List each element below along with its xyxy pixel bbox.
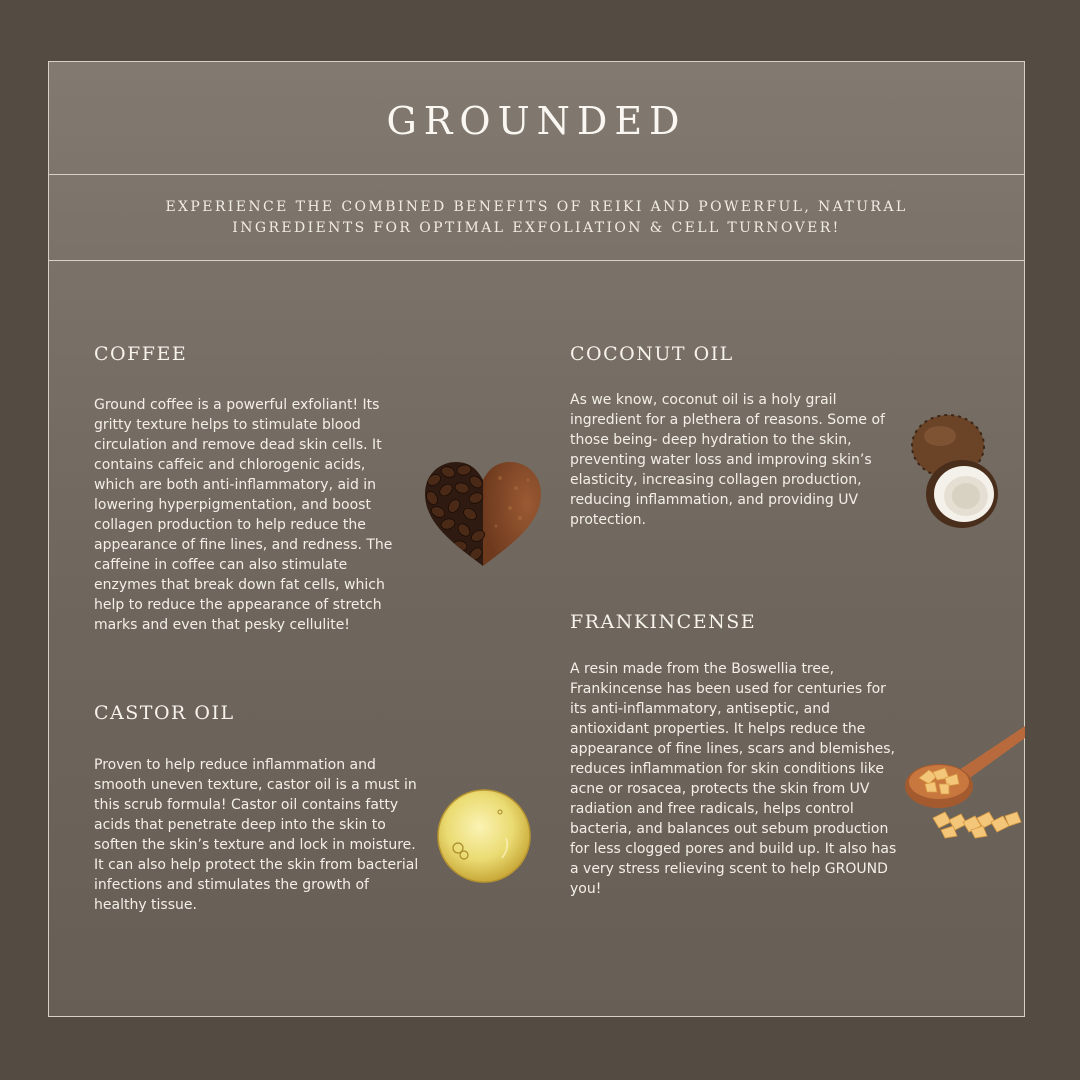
frankincense-body: A resin made from the Boswellia tree, Frankincense has been used for centuries for its anti-inflammatory, antiseptic, and antioxidant properties. It helps reduce the appearance of fine lines, scars and blemishes, reduces inflammation for skin conditions like acne or rosacea, protects the skin from UV radiation and free radicals, helps control bacteria, and balances out sebum production for less clogged pores and build up. It also has a very stress relieving scent to help GROUND you! [570,661,897,897]
subtitle-band [49,176,1024,261]
title-band [49,62,1024,175]
frankincense-section [570,611,900,899]
coconut-body: As we know, coconut oil is a holy grail ingredient for a plethera of reasons. Some of those being- deep hydration to the skin, preventing water loss and improving skin’s elasticity, increasing collagen production, reducing inflammation, and providing UV protection. [570,392,885,528]
coconut-section [570,343,900,530]
coffee-body: Ground coffee is a powerful exfoliant! Its gritty texture helps to stimulate blood circulation and remove dead skin cells. It contains caffeic and chlorogenic acids, which are both anti-inflammatory, aid in lowering hyperpigmentation, and boost collagen production to help reduce the appearance of fine lines, and redness. The caffeine in coffee can also stimulate enzymes that break down fat cells, which help to reduce the appearance of stretch marks and even that pesky cellulite! [94,397,393,633]
oil-drop-icon [436,788,532,884]
castor-body: Proven to help reduce inflammation and smooth uneven texture, castor oil is a must in this scrub formula! Castor oil contains fatty acids that penetrate deep into the skin to soften the skin’s texture and lock in moisture. It can also help protect the skin from bacterial infections and stimulates the growth of healthy tissue. [94,757,419,913]
castor-section [94,702,424,915]
page-title: GROUNDED [386,99,687,143]
coconut-heading: COCONUT OIL [570,343,734,365]
coffee-section [94,343,406,635]
page-subtitle: EXPERIENCE THE COMBINED BENEFITS OF REIKI AND POWERFUL, NATURAL INGREDIENTS FOR OPTIMAL EXFOLIATION & CELL TURNOVER! [165,199,908,236]
coffee-heading: COFFEE [94,343,188,365]
coffee-heart-icon [420,458,546,570]
frankincense-heading: FRANKINCENSE [570,611,757,633]
resin-spoon-icon [905,722,1025,844]
castor-heading: CASTOR OIL [94,702,235,724]
coconut-icon [908,410,1000,534]
